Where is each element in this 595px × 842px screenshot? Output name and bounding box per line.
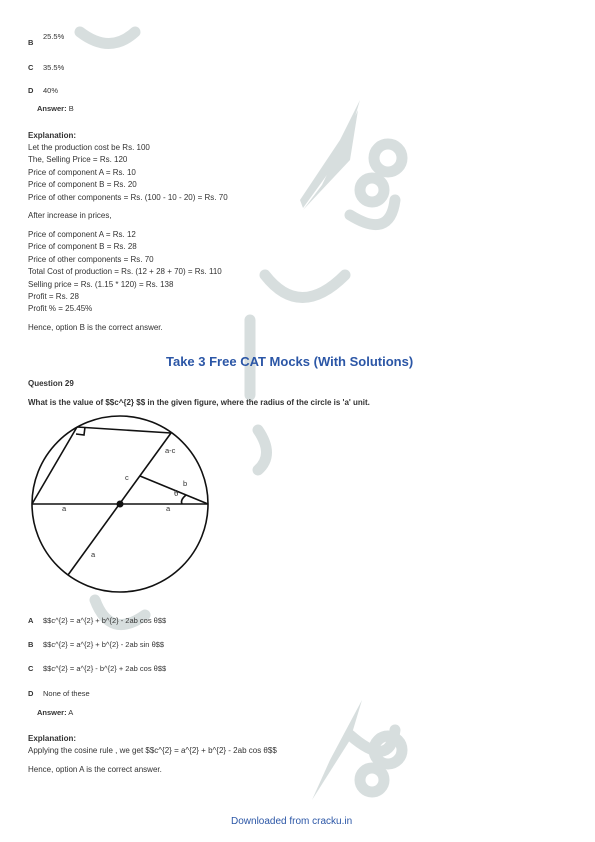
q29-conclusion: Hence, option A is the correct answer. xyxy=(28,765,162,774)
q29-explanation-text: Applying the cosine rule , we get $$c^{2} = a^{2} + b^{2} - 2ab cos θ$$ xyxy=(28,746,277,755)
q28-explanation-lines-b xyxy=(28,230,222,317)
explanation-line: Let the production cost be Rs. 100 xyxy=(28,143,150,152)
explanation-line: Profit % = 25.45% xyxy=(28,304,93,314)
q28-option-c-letter[interactable]: C xyxy=(28,63,34,72)
figure-label-a-bottom: a xyxy=(91,550,96,559)
figure-label-theta: θ xyxy=(174,489,179,498)
q28-option-b-letter[interactable]: B xyxy=(28,38,34,47)
footer-download-link[interactable]: Downloaded from cracku.in xyxy=(231,816,353,827)
q29-answer-label: Answer: xyxy=(37,708,67,717)
q28-after-increase: After increase in prices, xyxy=(28,211,112,220)
q28-option-d-letter[interactable]: D xyxy=(28,86,34,95)
explanation-line: Price of component A = Rs. 12 xyxy=(28,230,136,239)
q28-option-d-text[interactable]: 40% xyxy=(43,86,59,95)
q29-question-text: What is the value of $$c^{2} $$ in the given figure, where the radius of the circle is 'a' unit. xyxy=(28,398,370,407)
explanation-line: Total Cost of production = Rs. (12 + 28 + 70) = Rs. 110 xyxy=(28,267,222,277)
q28-answer-label: Answer: xyxy=(37,104,67,113)
free-mocks-link[interactable]: Take 3 Free CAT Mocks (With Solutions) xyxy=(166,354,414,369)
explanation-line: Price of other components = Rs. (100 - 10 - 20) = Rs. 70 xyxy=(28,192,228,202)
figure-label-c: c xyxy=(125,473,129,482)
figure-label-a-left: a xyxy=(62,504,67,513)
q28-option-c-text[interactable]: 35.5% xyxy=(43,63,65,72)
q29-explanation-label: Explanation: xyxy=(28,734,77,743)
explanation-line: Price of other components = Rs. 70 xyxy=(28,254,154,264)
figure-label-b: b xyxy=(183,479,188,488)
q28-explanation-lines-a xyxy=(28,143,228,205)
q29-option-b-letter[interactable]: B xyxy=(28,640,34,649)
explanation-line: Price of component A = Rs. 10 xyxy=(28,167,136,177)
q29-label: Question 29 xyxy=(28,379,74,388)
explanation-line: Selling price = Rs. (1.15 * 120) = Rs. 138 xyxy=(28,279,174,289)
q29-option-d-letter[interactable]: D xyxy=(28,689,34,698)
q29-option-b-text[interactable]: $$c^{2} = a^{2} + b^{2} - 2ab sin θ$$ xyxy=(43,640,165,649)
explanation-line: Price of component B = Rs. 20 xyxy=(28,180,137,190)
q29-answer-value: A xyxy=(68,708,74,717)
q28-conclusion: Hence, option B is the correct answer. xyxy=(28,323,163,332)
q29-option-a-letter[interactable]: A xyxy=(28,616,34,625)
q29-answer xyxy=(37,708,73,717)
q29-option-c-letter[interactable]: C xyxy=(28,664,34,673)
q28-explanation-label: Explanation: xyxy=(28,131,77,140)
q29-option-d-text[interactable]: None of these xyxy=(43,689,90,698)
explanation-line: The, Selling Price = Rs. 120 xyxy=(28,155,128,165)
figure-label-a-minus-c: a-c xyxy=(165,446,176,455)
q28-answer xyxy=(37,104,74,113)
figure-label-a-right: a xyxy=(166,504,171,513)
q28-answer-value: B xyxy=(68,104,74,113)
q29-option-a-text[interactable]: $$c^{2} = a^{2} + b^{2} - 2ab cos θ$$ xyxy=(43,616,167,625)
explanation-line: Price of component B = Rs. 28 xyxy=(28,242,137,252)
q29-option-c-text[interactable]: $$c^{2} = a^{2} - b^{2} + 2ab cos θ$$ xyxy=(43,664,167,673)
explanation-line: Profit = Rs. 28 xyxy=(28,291,79,301)
q28-option-b-text[interactable]: 25.5% xyxy=(43,32,65,41)
